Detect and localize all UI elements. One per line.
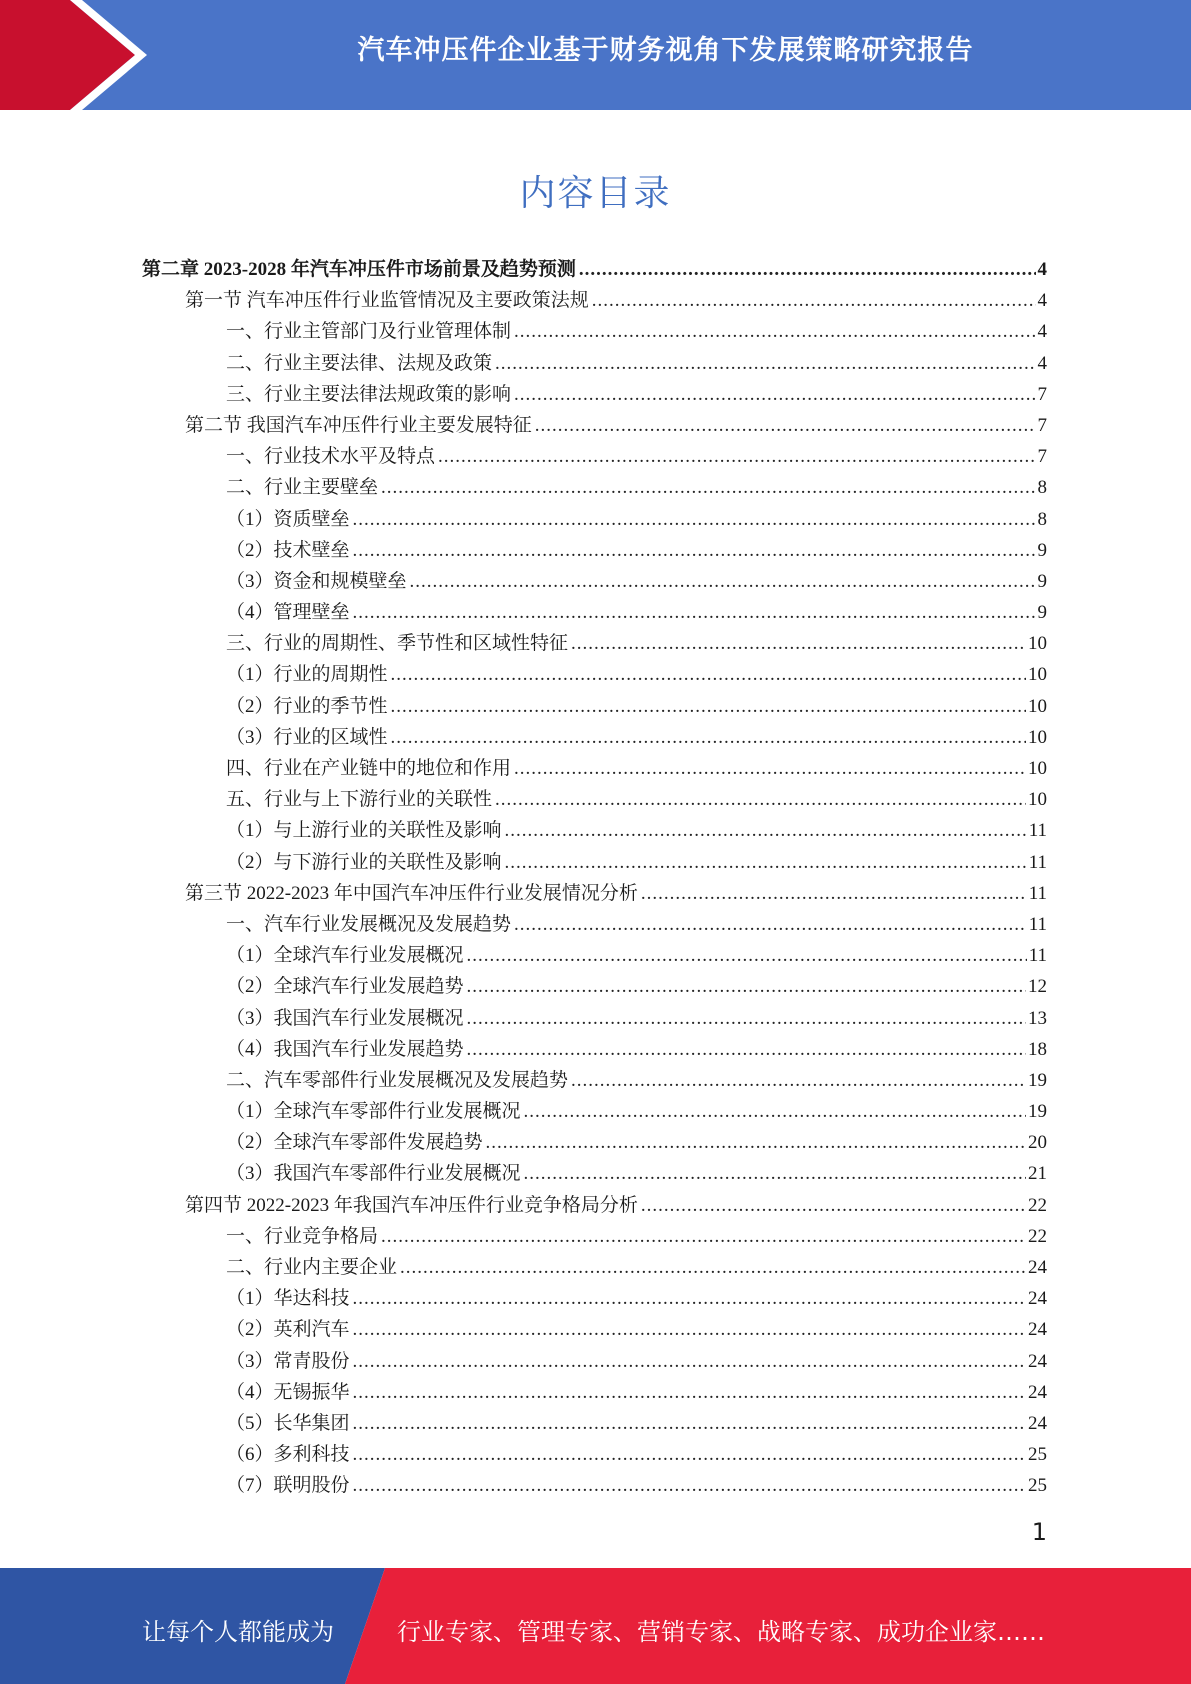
toc-entry-page: 13	[1028, 1007, 1047, 1029]
toc-leader-dots	[391, 722, 1026, 753]
toc-entry-page: 8	[1037, 477, 1047, 499]
footer-slogan: 让每个人都能成为	[142, 1618, 334, 1646]
toc-leader-dots	[400, 1252, 1026, 1283]
toc-entry-label: 第二节 我国汽车冲压件行业主要发展特征	[185, 414, 532, 436]
toc-entry-label: （2）技术壁垒	[226, 539, 350, 561]
toc-leader-dots	[495, 348, 1035, 379]
toc-entry[interactable]	[0, 784, 1047, 815]
toc-entry-page: 4	[1037, 259, 1047, 280]
toc-entry-page: 11	[1028, 945, 1047, 967]
toc-leader-dots	[353, 1314, 1026, 1345]
toc-entry-page: 24	[1028, 1350, 1047, 1372]
toc-leader-dots	[353, 1377, 1026, 1408]
toc-entry-label: 五、行业与上下游行业的关联性	[226, 789, 493, 811]
toc-leader-dots	[353, 1346, 1026, 1377]
toc-leader-dots	[514, 909, 1027, 940]
toc-leader-dots	[353, 1439, 1026, 1470]
toc-entry[interactable]	[0, 566, 1047, 597]
toc-entry[interactable]	[0, 847, 1047, 878]
toc-entry-label: （4）管理壁垒	[226, 602, 350, 624]
toc-leader-dots	[571, 1065, 1026, 1096]
toc-entry-label: 二、行业主要法律、法规及政策	[226, 352, 493, 374]
toc-entry-page: 24	[1028, 1319, 1047, 1341]
toc-entry[interactable]	[0, 285, 1047, 316]
toc-leader-dots	[467, 940, 1027, 971]
toc-entry-page: 20	[1028, 1132, 1047, 1154]
toc-entry-label: （2）与下游行业的关联性及影响	[226, 851, 502, 873]
toc-entry-label: （5）长华集团	[226, 1412, 350, 1434]
toc-entry-label: 一、行业技术水平及特点	[226, 446, 436, 468]
toc-heading: 内容目录	[519, 173, 672, 214]
toc-entry-label: （3）行业的区域性	[226, 726, 388, 748]
toc-entry-page: 10	[1028, 664, 1047, 686]
toc-entry-page: 10	[1028, 726, 1047, 748]
toc-leader-dots	[353, 535, 1036, 566]
toc-entry-page: 12	[1028, 976, 1047, 998]
toc-entry-label: （4）我国汽车行业发展趋势	[226, 1038, 464, 1060]
toc-entry-page: 21	[1028, 1163, 1047, 1185]
toc-entry-label: （2）全球汽车行业发展趋势	[226, 976, 464, 998]
toc-entry[interactable]	[0, 348, 1047, 379]
toc-entry-page: 7	[1037, 383, 1047, 405]
toc-entry-label: 第二章 2023-2028 年汽车冲压件市场前景及趋势预测	[142, 259, 576, 280]
toc-leader-dots	[467, 1003, 1026, 1034]
toc-entry-page: 7	[1037, 446, 1047, 468]
toc-leader-dots	[391, 691, 1026, 722]
toc-leader-dots	[505, 847, 1027, 878]
toc-entry-page: 10	[1028, 789, 1047, 811]
toc-entry-label: （2）行业的季节性	[226, 695, 388, 717]
toc-leader-dots	[391, 659, 1026, 690]
toc-entry[interactable]	[0, 1283, 1047, 1314]
toc-entry-label: 四、行业在产业链中的地位和作用	[226, 758, 512, 779]
toc-entry-page: 4	[1037, 321, 1047, 343]
toc-entry-label: 第一节 汽车冲压件行业监管情况及主要政策法规	[185, 290, 589, 312]
toc-entry-page: 10	[1028, 633, 1047, 655]
toc-entry-page: 9	[1037, 602, 1047, 624]
toc-entry-label: （1）资质壁垒	[226, 508, 350, 530]
toc-entry[interactable]	[0, 379, 1047, 410]
toc-entry-label: （1）华达科技	[226, 1288, 350, 1310]
toc-entry-page: 18	[1028, 1038, 1047, 1060]
toc-entry-page: 25	[1028, 1475, 1047, 1497]
page-number: 1	[1031, 1518, 1047, 1546]
report-title: 汽车冲压件企业基于财务视角下发展策略研究报告	[357, 35, 974, 66]
toc-leader-dots	[514, 379, 1035, 410]
toc-entry-label: （3）常青股份	[226, 1350, 350, 1372]
toc-leader-dots	[467, 971, 1026, 1002]
toc-entry-page: 11	[1028, 851, 1047, 873]
toc-entry[interactable]	[0, 1127, 1047, 1158]
toc-leader-dots	[579, 254, 1036, 285]
toc-entry-label: （3）我国汽车零部件行业发展概况	[226, 1163, 521, 1185]
toc-entry-page: 19	[1028, 1069, 1047, 1091]
toc-entry-label: 一、行业主管部门及行业管理体制	[226, 321, 512, 343]
toc-leader-dots	[524, 1158, 1026, 1189]
toc-entry-page: 22	[1028, 1194, 1047, 1216]
toc-entry[interactable]	[0, 1003, 1047, 1034]
toc-leader-dots	[353, 1470, 1026, 1501]
toc-entry[interactable]	[0, 753, 1047, 784]
toc-list	[0, 254, 1191, 1502]
toc-entry-page: 10	[1028, 695, 1047, 717]
toc-entry[interactable]	[0, 722, 1047, 753]
toc-entry[interactable]	[0, 1470, 1047, 1501]
toc-entry[interactable]	[0, 535, 1047, 566]
toc-entry[interactable]	[0, 1439, 1047, 1470]
toc-entry-label: 二、汽车零部件行业发展概况及发展趋势	[226, 1069, 569, 1091]
toc-entry-label: 二、行业内主要企业	[226, 1257, 398, 1278]
footer-tagline: 行业专家、管理专家、营销专家、战略专家、成功企业家……	[397, 1618, 1045, 1646]
toc-entry-label: 一、行业竞争格局	[226, 1225, 379, 1247]
toc-entry-label: 三、行业主要法律法规政策的影响	[226, 383, 512, 405]
toc-entry[interactable]	[0, 597, 1047, 628]
toc-leader-dots	[641, 878, 1027, 909]
toc-leader-dots	[410, 566, 1036, 597]
toc-entry-page: 24	[1028, 1288, 1047, 1310]
toc-entry-page: 8	[1037, 508, 1047, 530]
toc-entry[interactable]	[0, 1377, 1047, 1408]
toc-leader-dots	[524, 1096, 1026, 1127]
toc-entry[interactable]	[0, 254, 1047, 285]
toc-entry[interactable]	[0, 1252, 1047, 1283]
toc-entry-label: （7）联明股份	[226, 1475, 350, 1497]
toc-entry[interactable]	[0, 1346, 1047, 1377]
toc-leader-dots	[514, 316, 1035, 347]
toc-leader-dots	[381, 472, 1035, 503]
toc-leader-dots	[505, 815, 1027, 846]
toc-entry[interactable]	[0, 1190, 1047, 1221]
toc-entry-page: 9	[1037, 539, 1047, 561]
footer-banner	[0, 1568, 1191, 1684]
toc-entry-label: 二、行业主要壁垒	[226, 477, 379, 499]
toc-entry-label: （1）与上游行业的关联性及影响	[226, 820, 502, 842]
toc-entry[interactable]	[0, 878, 1047, 909]
toc-entry[interactable]	[0, 909, 1047, 940]
toc-entry[interactable]	[0, 628, 1047, 659]
toc-entry-page: 22	[1028, 1225, 1047, 1247]
toc-leader-dots	[486, 1127, 1026, 1158]
toc-entry-page: 11	[1028, 882, 1047, 904]
toc-entry-page: 25	[1028, 1444, 1047, 1466]
toc-entry-page: 7	[1037, 414, 1047, 436]
toc-leader-dots	[353, 504, 1036, 535]
toc-leader-dots	[495, 784, 1026, 815]
toc-leader-dots	[571, 628, 1026, 659]
toc-entry[interactable]	[0, 940, 1047, 971]
toc-entry-label: 三、行业的周期性、季节性和区域性特征	[226, 633, 569, 655]
toc-entry[interactable]	[0, 971, 1047, 1002]
toc-entry-page: 24	[1028, 1381, 1047, 1403]
toc-entry-label: （1）全球汽车行业发展概况	[226, 945, 464, 967]
toc-entry-label: （3）资金和规模壁垒	[226, 570, 407, 592]
toc-entry[interactable]	[0, 472, 1047, 503]
toc-entry-label: 第四节 2022-2023 年我国汽车冲压件行业竞争格局分析	[185, 1194, 638, 1216]
toc-leader-dots	[353, 1283, 1026, 1314]
toc-entry-page: 4	[1037, 290, 1047, 312]
toc-leader-dots	[353, 1408, 1026, 1439]
toc-leader-dots	[592, 285, 1036, 316]
toc-entry[interactable]	[0, 691, 1047, 722]
toc-entry-label: （2）英利汽车	[226, 1319, 350, 1341]
toc-entry[interactable]	[0, 1096, 1047, 1127]
toc-leader-dots	[438, 441, 1035, 472]
toc-entry-page: 11	[1028, 913, 1047, 935]
header-banner	[0, 0, 1191, 110]
toc-entry[interactable]	[0, 504, 1047, 535]
toc-leader-dots	[467, 1034, 1026, 1065]
toc-entry-page: 10	[1028, 758, 1047, 779]
toc-entry[interactable]	[0, 1314, 1047, 1345]
toc-entry-label: （4）无锡振华	[226, 1381, 350, 1403]
toc-entry-label: （1）全球汽车零部件行业发展概况	[226, 1101, 521, 1123]
toc-entry-label: （2）全球汽车零部件发展趋势	[226, 1132, 483, 1154]
toc-entry-page: 11	[1028, 820, 1047, 842]
toc-entry-page: 19	[1028, 1101, 1047, 1123]
toc-entry[interactable]	[0, 1034, 1047, 1065]
toc-entry-label: （1）行业的周期性	[226, 664, 388, 686]
toc-entry[interactable]	[0, 441, 1047, 472]
toc-entry[interactable]	[0, 1065, 1047, 1096]
toc-entry[interactable]	[0, 659, 1047, 690]
toc-entry-page: 24	[1028, 1412, 1047, 1434]
toc-leader-dots	[514, 753, 1026, 784]
toc-entry-label: （3）我国汽车行业发展概况	[226, 1007, 464, 1029]
toc-entry-label: （6）多利科技	[226, 1444, 350, 1466]
toc-entry[interactable]	[0, 1158, 1047, 1189]
toc-entry-page: 24	[1028, 1257, 1047, 1278]
toc-entry[interactable]	[0, 1221, 1047, 1252]
toc-leader-dots	[535, 410, 1036, 441]
toc-entry[interactable]	[0, 316, 1047, 347]
toc-entry-page: 9	[1037, 570, 1047, 592]
toc-entry[interactable]	[0, 410, 1047, 441]
toc-entry[interactable]	[0, 1408, 1047, 1439]
toc-leader-dots	[381, 1221, 1026, 1252]
toc-entry[interactable]	[0, 815, 1047, 846]
toc-entry-label: 一、汽车行业发展概况及发展趋势	[226, 913, 512, 935]
toc-leader-dots	[641, 1190, 1026, 1221]
toc-entry-label: 第三节 2022-2023 年中国汽车冲压件行业发展情况分析	[185, 882, 638, 904]
toc-leader-dots	[353, 597, 1036, 628]
toc-entry-page: 4	[1037, 352, 1047, 374]
